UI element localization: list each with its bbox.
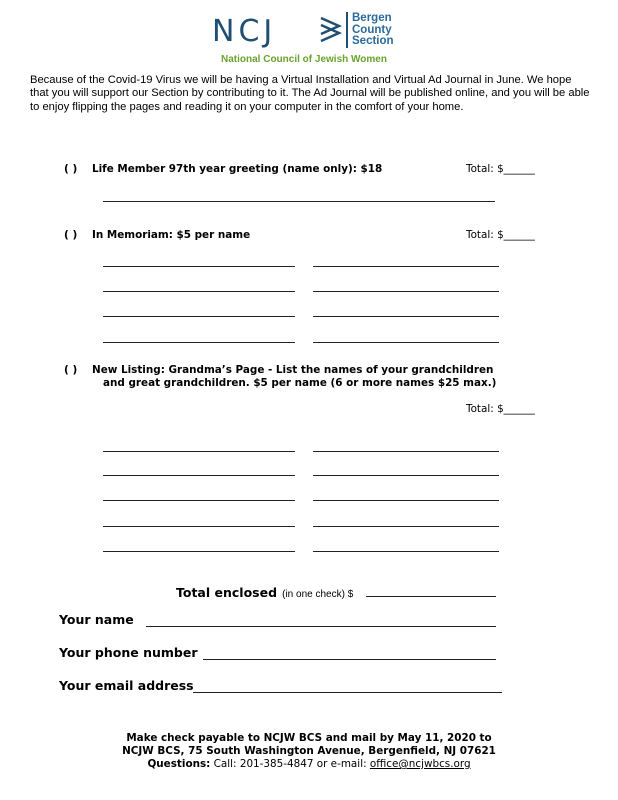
- your-email-label: Your email address: [59, 678, 194, 693]
- memoriam-checkbox[interactable]: ( ): [64, 229, 78, 241]
- memoriam-label: In Memoriam: $5 per name: [92, 229, 251, 241]
- section-line-1: Bergen: [352, 12, 392, 24]
- section-line-2: County: [352, 23, 392, 36]
- memoriam-name-line[interactable]: [103, 316, 295, 317]
- memoriam-name-line[interactable]: [313, 316, 499, 317]
- section-line-3: Section: [352, 35, 394, 47]
- life-member-total[interactable]: Total: $______: [466, 163, 535, 175]
- grandchild-name-line[interactable]: [313, 451, 499, 452]
- grandchild-name-line[interactable]: [103, 526, 295, 527]
- total-enclosed: [176, 582, 353, 601]
- grandchild-name-line[interactable]: [313, 500, 499, 501]
- footer-line-1: Make check payable to NCJW BCS and mail by May 11, 2020 to: [126, 732, 492, 744]
- ncjw-w-mark-icon: [318, 14, 342, 44]
- intro-paragraph: Because of the Covid-19 Virus we will be having a Virtual Installation and Virtual Ad Journal in June. We hope that you will support our Section by contributing to it. The Ad Journal will be published online, and you will be able to enjoy flipping the pages and reading it on your computer in the comfort of your home.: [30, 74, 590, 113]
- total-enclosed-note: (in one check) $: [282, 589, 354, 600]
- memoriam-name-line[interactable]: [313, 291, 499, 292]
- life-member-name-line[interactable]: [103, 201, 495, 202]
- new-listing-total[interactable]: Total: $______: [466, 403, 535, 415]
- total-enclosed-line[interactable]: [366, 596, 496, 597]
- new-listing-label-line-1: New Listing: Grandma’s Page - List the names of your grandchildren: [92, 364, 494, 376]
- memoriam-total[interactable]: Total: $______: [466, 229, 535, 241]
- life-member-label: Life Member 97th year greeting (name only): $18: [92, 163, 383, 175]
- your-name-label: Your name: [59, 612, 134, 627]
- footer-line-2: NCJW BCS, 75 South Washington Avenue, Bergenfield, NJ 07621: [122, 745, 496, 757]
- email-link[interactable]: office@ncjwbcs.org: [369, 758, 471, 770]
- logo-divider: [346, 12, 348, 48]
- questions-label: Questions:: [147, 758, 211, 770]
- grandchild-name-line[interactable]: [103, 500, 295, 501]
- new-listing-checkbox[interactable]: ( ): [64, 364, 78, 376]
- org-name: National Council of Jewish Women: [221, 54, 387, 65]
- memoriam-name-line[interactable]: [103, 291, 295, 292]
- memoriam-name-line[interactable]: [313, 266, 499, 267]
- grandchild-name-line[interactable]: [313, 526, 499, 527]
- memoriam-name-line[interactable]: [103, 342, 295, 343]
- grandchild-name-line[interactable]: [313, 475, 499, 476]
- your-phone-label: Your phone number: [59, 645, 198, 660]
- grandchild-name-line[interactable]: [313, 551, 499, 552]
- life-member-checkbox[interactable]: ( ): [64, 163, 78, 175]
- section-name: [352, 13, 394, 48]
- your-name-line[interactable]: [146, 626, 496, 627]
- memoriam-name-line[interactable]: [313, 342, 499, 343]
- grandchild-name-line[interactable]: [103, 475, 295, 476]
- footer-questions: [0, 758, 618, 771]
- grandchild-name-line[interactable]: [103, 451, 295, 452]
- grandchild-name-line[interactable]: [103, 551, 295, 552]
- your-email-line[interactable]: [193, 692, 502, 693]
- memoriam-name-line[interactable]: [103, 266, 295, 267]
- new-listing-label-line-2: and great grandchildren. $5 per name (6 or more names $25 max.): [103, 377, 497, 389]
- logo-letters: NCJ: [212, 14, 277, 49]
- questions-text: Call: 201-385-4847 or e-mail:: [210, 758, 370, 770]
- your-phone-line[interactable]: [203, 659, 496, 660]
- total-enclosed-label: Total enclosed: [176, 585, 278, 600]
